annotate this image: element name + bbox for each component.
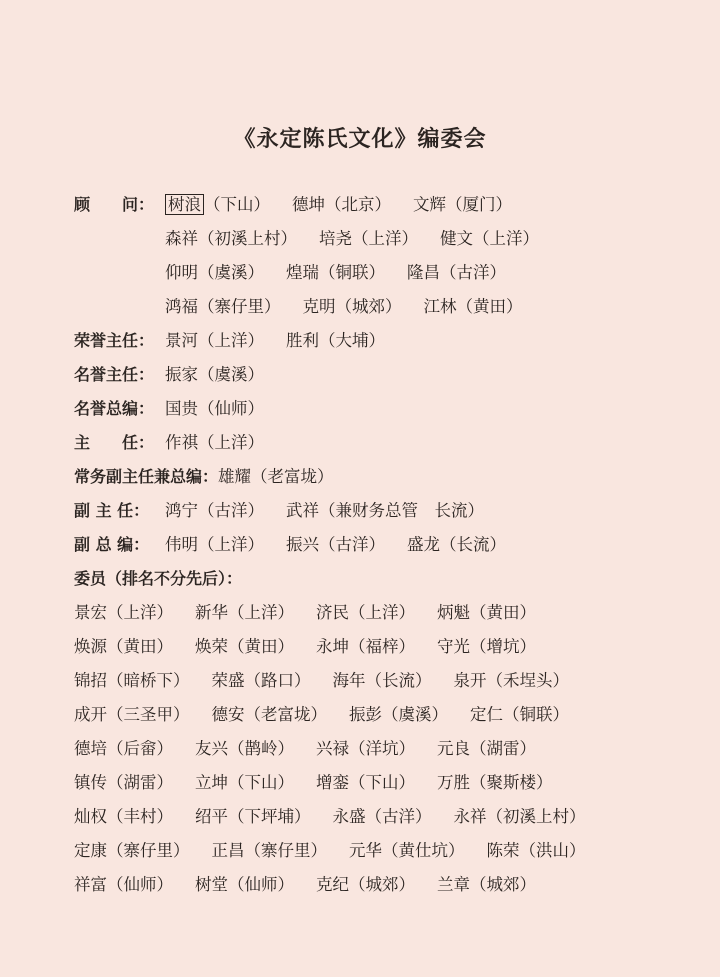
committee-line (74, 392, 694, 426)
member-entry: 新华（上洋） (195, 603, 294, 622)
committee-line (74, 664, 694, 698)
committee-list (74, 188, 694, 902)
member-entry: 海年（长流） (332, 671, 432, 690)
committee-line (74, 630, 694, 664)
member-entry: 泉开（禾埕头） (453, 671, 569, 690)
member-entry: 鸿福（寨仔里） (165, 297, 281, 316)
member-entry: 兴禄（洋坑） (316, 739, 415, 758)
committee-line (74, 834, 694, 868)
member-entry: 永祥（初溪上村） (453, 807, 586, 826)
member-entry: 永坤（福梓） (316, 637, 415, 656)
member-entry: 永盛（古洋） (332, 807, 432, 826)
committee-line (74, 732, 694, 766)
member-entry: 灿权（丰村） (74, 807, 173, 826)
member-entry: 健文（上洋） (440, 229, 539, 248)
member-entry: 锦招（暗桥下） (74, 671, 190, 690)
member-entry: 树浪 （下山） (165, 188, 270, 222)
member-entry: 正昌（寨仔里） (211, 841, 327, 860)
member-entry: 兰章（城郊） (437, 875, 536, 894)
member-entry: 成开（三圣甲） (74, 705, 190, 724)
member-entry: 陈荣（洪山） (486, 841, 586, 860)
committee-line (74, 766, 694, 800)
member-entry: 克纪（城郊） (316, 875, 415, 894)
committee-line (74, 256, 694, 290)
committee-line (74, 290, 694, 324)
committee-line (74, 358, 694, 392)
member-entry: 培尧（上洋） (319, 229, 418, 248)
member-entry: 胜利（大埔） (286, 331, 385, 350)
member-entry: 振彭（虞溪） (349, 705, 448, 724)
member-entry: 德培（后畲） (74, 739, 173, 758)
member-entry: 雄耀（老富垅） (218, 467, 334, 486)
role-label: 副 总 编： (74, 535, 150, 554)
member-entry: 增銮（下山） (316, 773, 415, 792)
member-entry: 景宏（上洋） (74, 603, 173, 622)
member-entry: 焕源（黄田） (74, 637, 173, 656)
member-entry: 武祥（兼财务总管 长流） (286, 501, 484, 520)
member-entry: 文辉（厦门） (413, 195, 512, 214)
member-entry: 景河（上洋） (165, 331, 264, 350)
member-entry: 振家（虞溪） (165, 365, 264, 384)
member-entry: 祥富（仙师） (74, 875, 173, 894)
member-entry: 德坤（北京） (292, 195, 391, 214)
member-entry: 煌瑞（铜联） (286, 263, 385, 282)
member-entry: 万胜（聚斯楼） (437, 773, 553, 792)
committee-line (74, 800, 694, 834)
member-entry: 森祥（初溪上村） (165, 229, 297, 248)
member-entry: 元华（黄仕坑） (349, 841, 465, 860)
role-label: 副 主 任： (74, 501, 150, 520)
member-entry: 定仁（铜联） (470, 705, 569, 724)
role-label: 主 任： (74, 433, 155, 452)
committee-line (74, 698, 694, 732)
committee-line (74, 426, 694, 460)
member-entry: 元良（湖雷） (437, 739, 536, 758)
member-entry: 盛龙（长流） (407, 535, 506, 554)
member-entry: 炳魁（黄田） (437, 603, 536, 622)
committee-line (74, 494, 694, 528)
highlighted-name: 树浪 (165, 194, 204, 215)
committee-line (74, 562, 694, 596)
role-label: 名誉主任： (74, 365, 155, 384)
member-entry: 绍平（下坪埔） (195, 807, 311, 826)
member-entry: 立坤（下山） (195, 773, 294, 792)
member-entry: 德安（老富垅） (211, 705, 327, 724)
member-entry: 友兴（鹊岭） (195, 739, 294, 758)
member-entry: 树堂（仙师） (195, 875, 294, 894)
committee-line (74, 188, 694, 222)
role-label: 委员（排名不分先后）： (74, 569, 243, 588)
member-entry: 焕荣（黄田） (195, 637, 294, 656)
committee-line (74, 596, 694, 630)
member-entry: 克明（城郊） (302, 297, 402, 316)
role-label: 荣誉主任： (74, 331, 155, 350)
member-entry: 定康（寨仔里） (74, 841, 190, 860)
member-entry: 济民（上洋） (316, 603, 415, 622)
member-entry: 仰明（虞溪） (165, 263, 264, 282)
page-title: 《永定陈氏文化》编委会 (233, 127, 487, 152)
role-label: 名誉总编： (74, 399, 155, 418)
committee-line (74, 460, 694, 494)
member-entry: 国贵（仙师） (165, 399, 264, 418)
member-entry: 守光（增坑） (437, 637, 536, 656)
member-entry: 隆昌（古洋） (407, 263, 506, 282)
role-label: 顾 问： (74, 195, 155, 214)
member-entry: 作祺（上洋） (165, 433, 264, 452)
committee-line (74, 324, 694, 358)
member-entry: 伟明（上洋） (165, 535, 264, 554)
member-entry: 鸿宁（古洋） (165, 501, 264, 520)
member-entry: 江林（黄田） (423, 297, 523, 316)
committee-line (74, 868, 694, 902)
role-label: 常务副主任兼总编： (74, 467, 219, 486)
member-entry: 镇传（湖雷） (74, 773, 173, 792)
committee-line (74, 528, 694, 562)
member-entry: 振兴（古洋） (286, 535, 385, 554)
member-entry: 荣盛（路口） (211, 671, 311, 690)
committee-line (74, 222, 694, 256)
